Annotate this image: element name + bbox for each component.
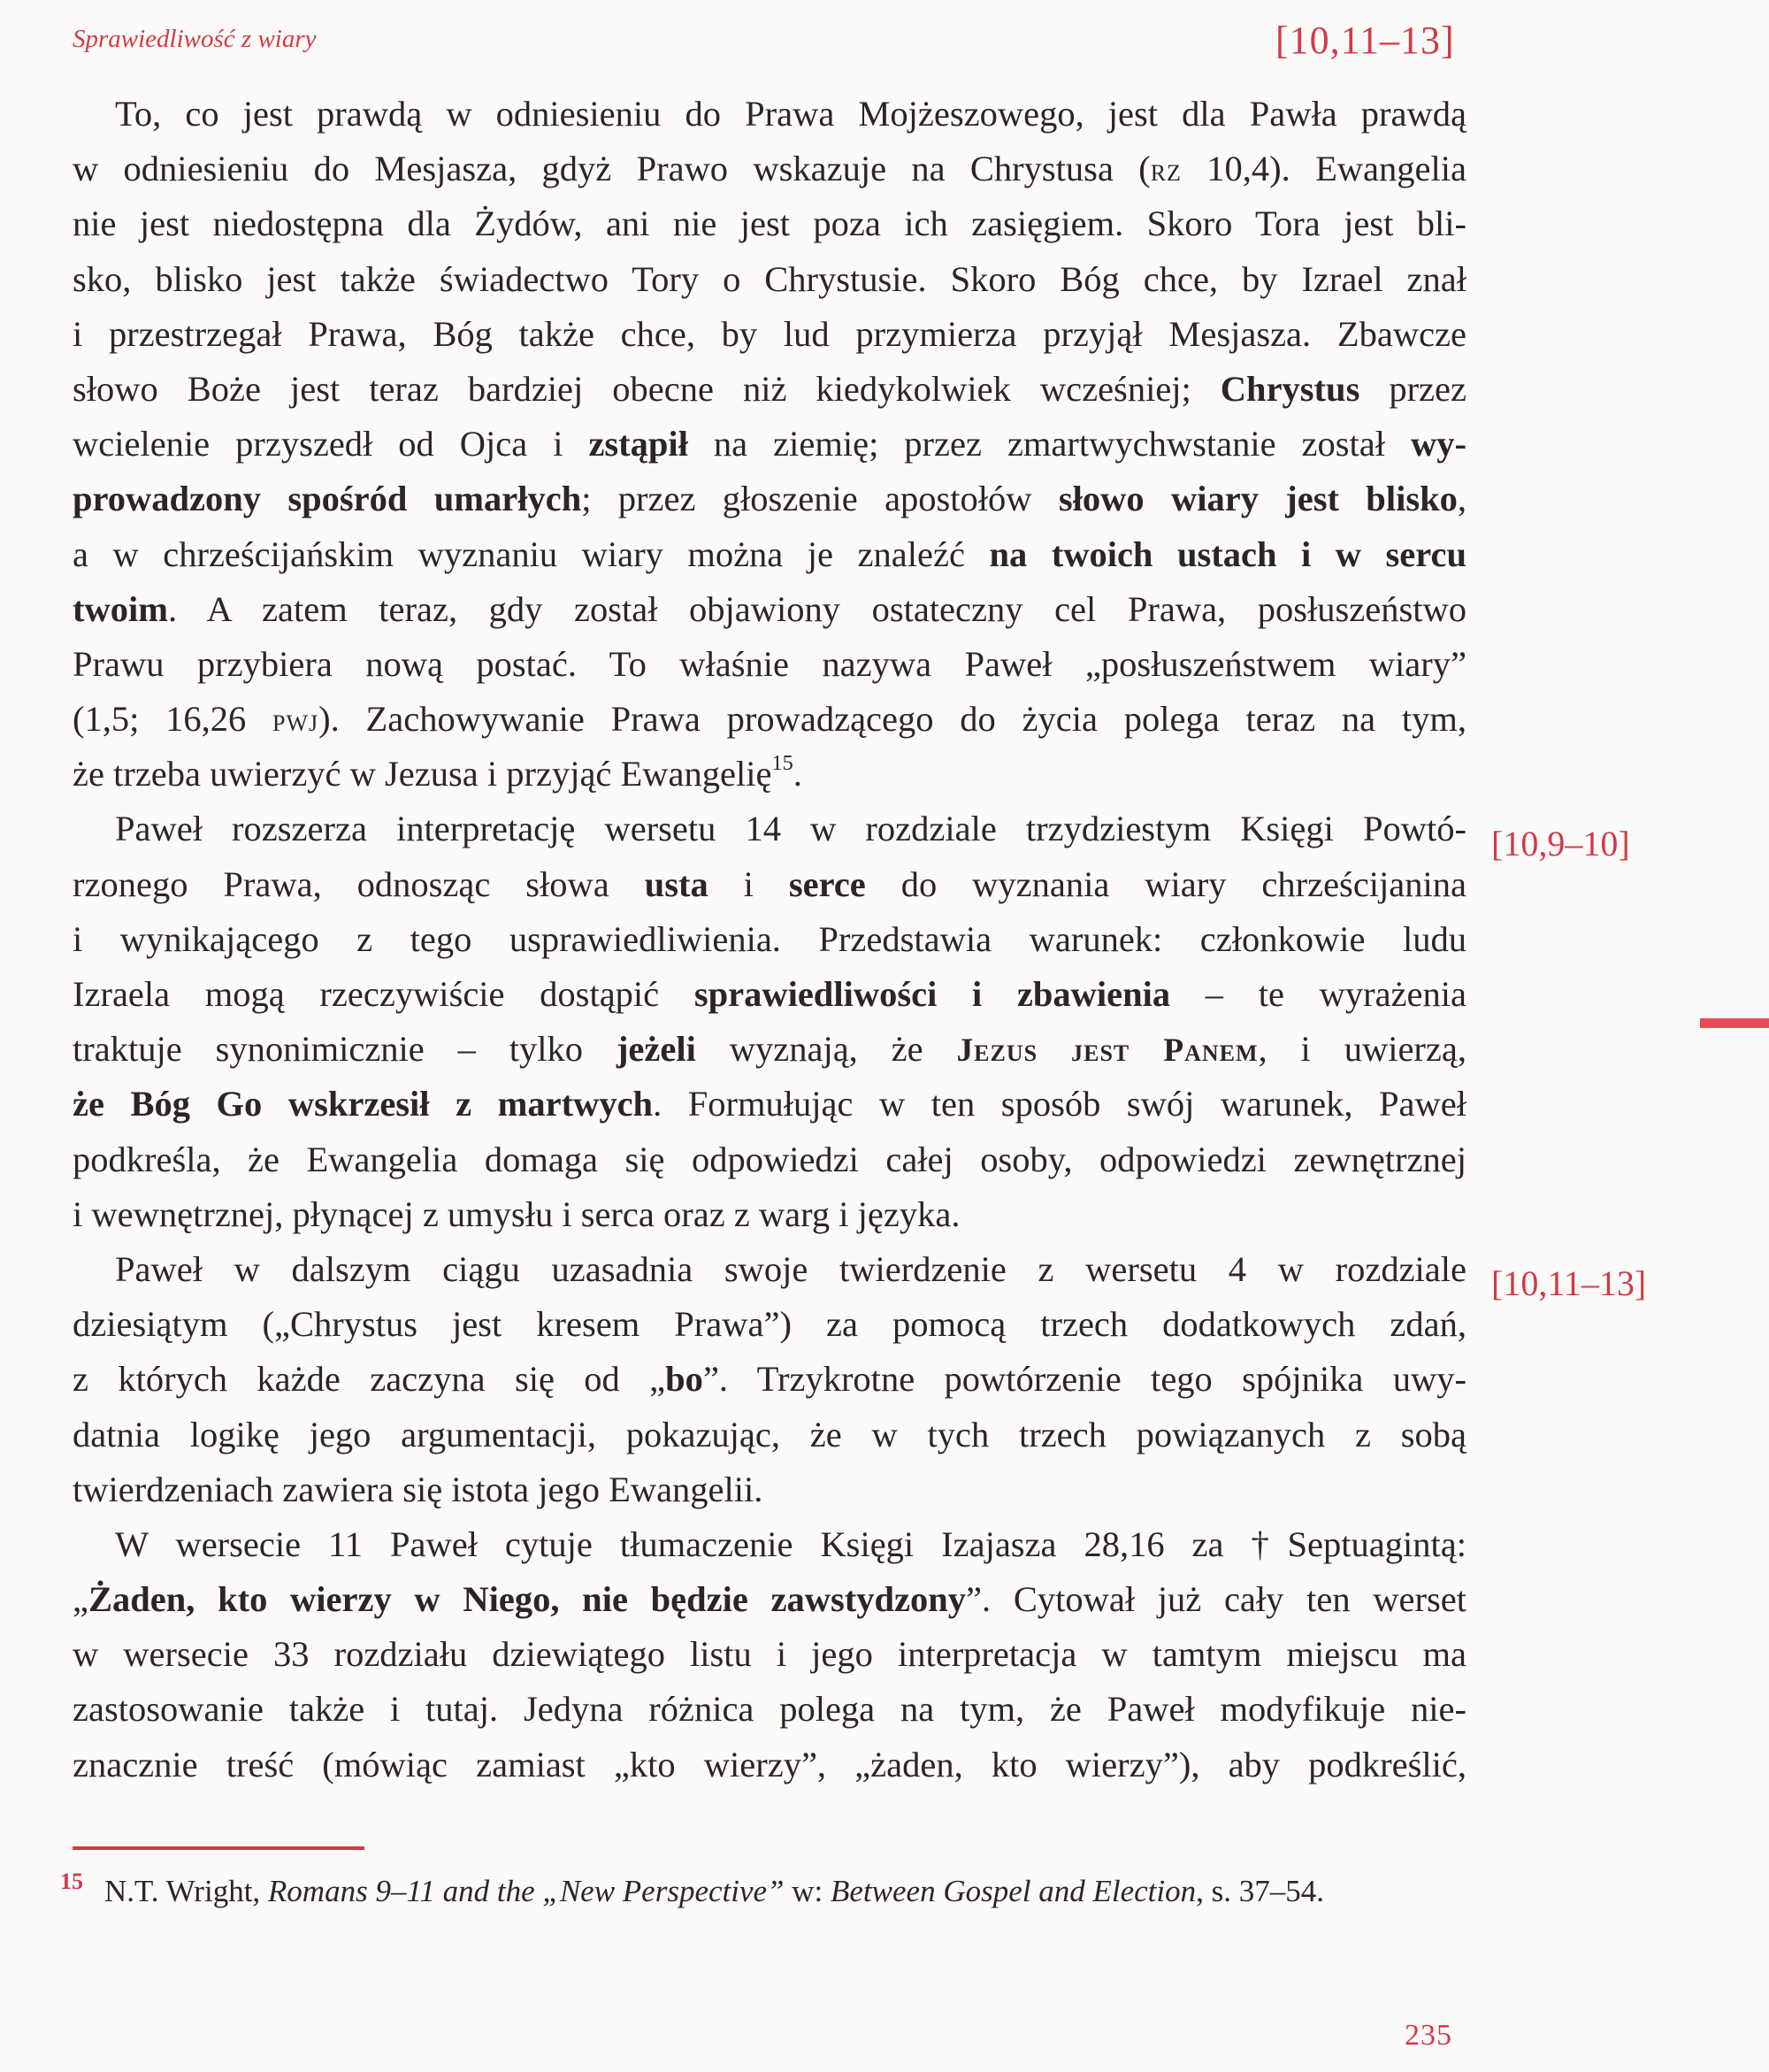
- text-line: twierdzeniach zawiera się istota jego Ewangelii.: [73, 1469, 763, 1509]
- text-line: dziesiątym („Chrystus jest kresem Prawa”) za pomocą trzech dodatkowych zdań,: [73, 1304, 1467, 1345]
- text-line: i wynikającego z tego usprawiedliwienia. Przedstawia warunek: członkowie ludu: [73, 918, 1467, 959]
- margin-verse-ref: [10,11–13]: [1491, 1263, 1647, 1303]
- text-line: nie jest niedostępna dla Żydów, ani nie jest poza ich zasięgiem. Skoro Tora jest bli-: [73, 203, 1467, 244]
- text-line: Prawu przybiera nową postać. To właśnie nazywa Paweł „posłuszeństwem wiary”: [73, 643, 1467, 684]
- text-line: a w chrześcijańskim wyznaniu wiary można je znaleźć na twoich ustach i w sercu: [73, 533, 1467, 574]
- text-line: Paweł rozszerza interpretację wersetu 14 w rozdziale trzydziestym Księgi Powtó-: [115, 809, 1467, 849]
- margin-verse-ref: [10,9–10]: [1491, 824, 1630, 863]
- text-line: w wersecie 33 rozdziału dziewiątego listu i jego interpretacja w tamtym miejscu ma: [73, 1634, 1467, 1675]
- text-line: że trzeba uwierzyć w Jezusa i przyjąć Ewangelię$^{15}$.: [73, 751, 802, 794]
- paragraph-2: [73, 802, 1467, 1242]
- text-line: słowo Boże jest teraz bardziej obecne niż kiedykolwiek wcześniej; Chrystus przez: [73, 368, 1467, 409]
- paragraph-4: [73, 1517, 1467, 1792]
- text-line: podkreśla, że Ewangelia domaga się odpowiedzi całej osoby, odpowiedzi zewnętrznej: [73, 1139, 1467, 1179]
- text-line: że Bóg Go wskrzesił z martwych. Formułując w ten sposób swój warunek, Paweł: [73, 1084, 1467, 1124]
- footnote: $^{15}$ N.T. Wright, Romans 9–11 and the „New Perspective” w: Between Gospel and Election, s. 37–54.: [60, 1869, 1324, 1908]
- text-line: znacznie treść (mówiąc zamiast „kto wierzy”, „żaden, kto wierzy”), aby podkreślić,: [73, 1744, 1467, 1784]
- paragraph-3: [73, 1242, 1467, 1517]
- text-line: (1,5; 16,26 pwj). Zachowywanie Prawa prowadzącego do życia polega teraz na tym,: [73, 699, 1467, 740]
- text-line: datnia logikę jego argumentacji, pokazując, że w tych trzech powiązanych z sobą: [73, 1414, 1467, 1454]
- footnote-divider: [73, 1846, 364, 1850]
- page-edge-thumb-mark: [1700, 1018, 1769, 1028]
- running-head-title: Sprawiedliwość z wiary: [73, 25, 317, 53]
- running-head-verse-ref: [10,11–13]: [1275, 19, 1455, 62]
- text-line: To, co jest prawdą w odniesieniu do Prawa Mojżeszowego, jest dla Pawła prawdą: [115, 94, 1467, 134]
- text-line: W wersecie 11 Paweł cytuje tłumaczenie Księgi Izajasza 28,16 za †Septuagintą:: [115, 1523, 1467, 1564]
- main-text: [73, 87, 1467, 1792]
- text-line: i wewnętrznej, płynącej z umysłu i serca oraz z warg i języka.: [73, 1193, 961, 1234]
- text-line: prowadzony spośród umarłych; przez głoszenie apostołów słowo wiary jest blisko,: [73, 479, 1467, 519]
- text-line: twoim. A zatem teraz, gdy został objawiony ostateczny cel Prawa, posłuszeństwo: [73, 588, 1467, 629]
- page-number: 235: [1405, 2019, 1452, 2052]
- text-line: i przestrzegał Prawa, Bóg także chce, by lud przymierza przyjął Mesjasza. Zbawcze: [73, 313, 1467, 354]
- text-line: z których każde zaczyna się od „bo”. Trzykrotne powtórzenie tego spójnika uwy-: [73, 1359, 1467, 1400]
- footnote-number: 15: [60, 1869, 83, 1894]
- text-line: sko, blisko jest także świadectwo Tory o Chrystusie. Skoro Bóg chce, by Izrael znał: [73, 258, 1467, 299]
- text-line: Paweł w dalszym ciągu uzasadnia swoje twierdzenie z wersetu 4 w rozdziale: [115, 1248, 1467, 1289]
- text-line: zastosowanie także i tutaj. Jedyna różnica polega na tym, że Paweł modyfikuje nie-: [73, 1689, 1467, 1730]
- footnote-ref[interactable]: 15: [771, 751, 793, 776]
- text-line: Izraela mogą rzeczywiście dostąpić sprawiedliwości i zbawienia – te wyrażenia: [73, 974, 1467, 1014]
- text-line: traktuje synonimicznie – tylko jeżeli wyznają, że Jezus jest Panem, i uwierzą,: [73, 1029, 1467, 1070]
- paragraph-1: [73, 87, 1467, 802]
- text-line: wcielenie przyszedł od Ojca i zstąpił na ziemię; przez zmartwychwstanie został wy-: [73, 424, 1467, 464]
- text-line: w odniesieniu do Mesjasza, gdyż Prawo wskazuje na Chrystusa (rz 10,4). Ewangelia: [73, 149, 1467, 189]
- text-line: rzonego Prawa, odnosząc słowa usta i serce do wyznania wiary chrześcijanina: [73, 863, 1467, 904]
- text-line: „Żaden, kto wierzy w Niego, nie będzie zawstydzony”. Cytował już cały ten werset: [73, 1579, 1467, 1620]
